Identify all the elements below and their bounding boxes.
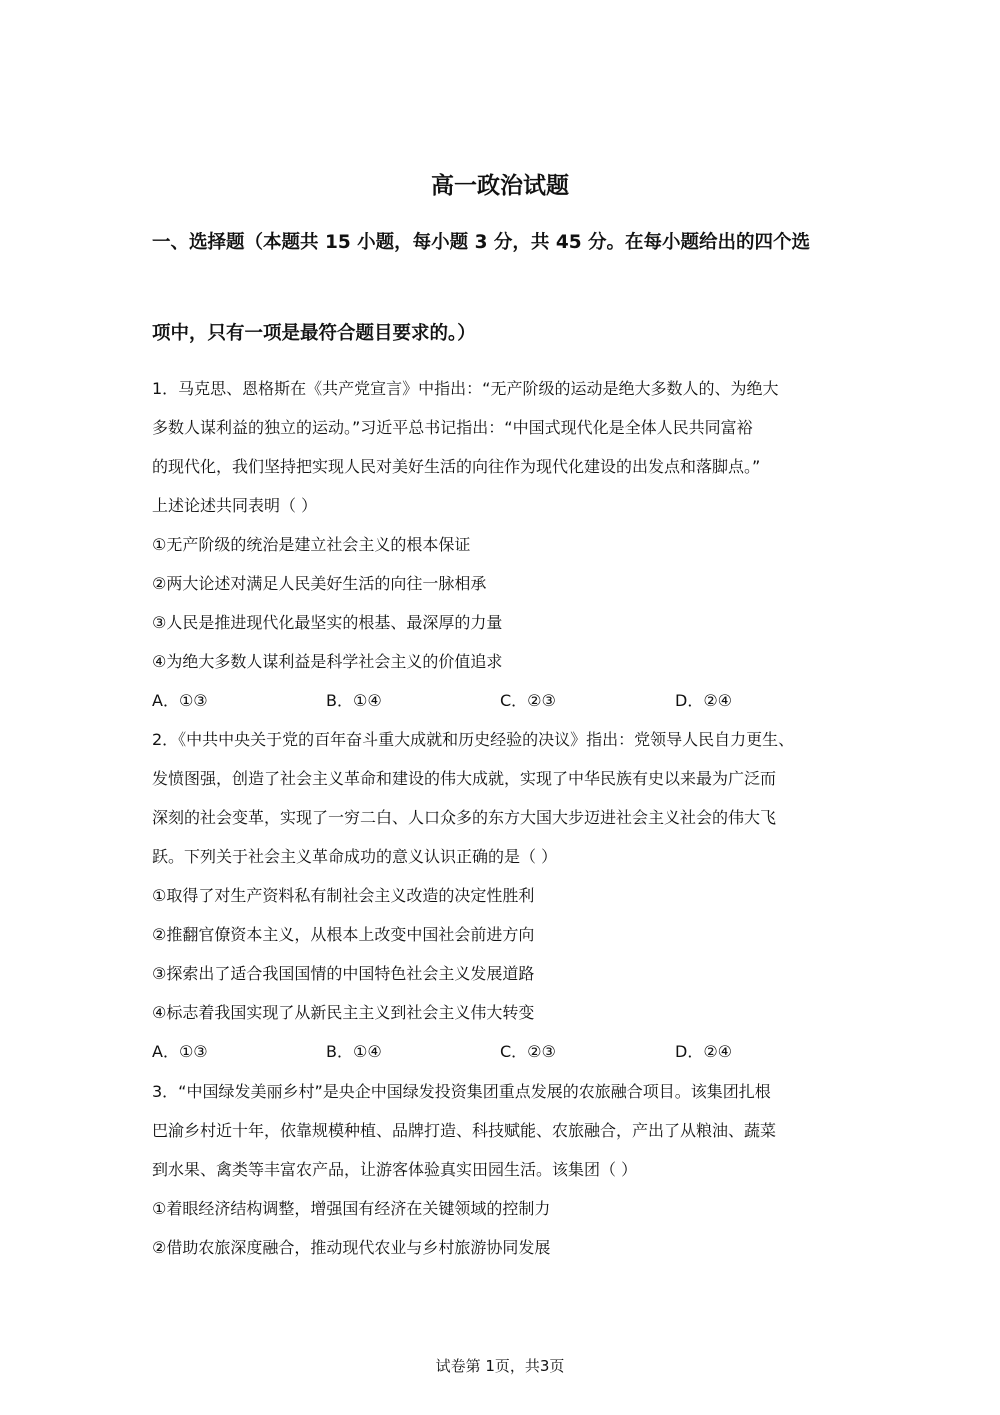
- question-option: ①取得了对生产资料私有制社会主义改造的决定性胜利: [152, 886, 535, 905]
- question-stem-line: 发愤图强，创造了社会主义革命和建设的伟大成就，实现了中华民族有史以来最为广泛而: [152, 769, 777, 788]
- question-stem-line: 2．《中共中央关于党的百年奋斗重大成就和历史经验的决议》指出：党领导人民自力更生、: [152, 730, 795, 749]
- question-stem-line: 巴渝乡村近十年，依靠规模种植、品牌打造、科技赋能、农旅融合，产出了从粮油、蔬菜: [152, 1121, 777, 1140]
- question-stem-line: 上述论述共同表明（ ）: [152, 496, 318, 515]
- answer-choice-d: D．②④: [675, 691, 733, 710]
- answer-choice-c: C．②③: [500, 691, 556, 710]
- question-stem-line: 到水果、禽类等丰富农产品，让游客体验真实田园生活。该集团（ ）: [152, 1160, 638, 1179]
- answer-choice-b: B．①④: [326, 1042, 382, 1061]
- question-option: ①无产阶级的统治是建立社会主义的根本保证: [152, 535, 471, 554]
- answer-choice-a: A．①③: [152, 1042, 208, 1061]
- question-option: ④为绝大多数人谋利益是科学社会主义的价值追求: [152, 652, 503, 671]
- question-stem-line: 跃。下列关于社会主义革命成功的意义认识正确的是（ ）: [152, 847, 558, 866]
- page-footer: 试卷第 1页，共3页: [435, 1357, 565, 1375]
- answer-choice-b: B．①④: [326, 691, 382, 710]
- answer-choice-c: C．②③: [500, 1042, 556, 1061]
- section-heading-line-1: 一、选择题（本题共 15 小题，每小题 3 分，共 45 分。在每小题给出的四个选: [152, 232, 811, 253]
- question-option: ③人民是推进现代化最坚实的根基、最深厚的力量: [152, 613, 503, 632]
- exam-title: 高一政治试题: [431, 173, 569, 199]
- section-heading-line-2: 项中，只有一项是最符合题目要求的。）: [152, 323, 476, 344]
- question-stem-line: 多数人谋利益的独立的运动。”习近平总书记指出：“中国式现代化是全体人民共同富裕: [152, 418, 753, 437]
- question-stem-line: 3．“中国绿发美丽乡村”是央企中国绿发投资集团重点发展的农旅融合项目。该集团扎根: [152, 1082, 771, 1101]
- question-stem-line: 深刻的社会变革，实现了一穷二白、人口众多的东方大国大步迈进社会主义社会的伟大飞: [152, 808, 777, 827]
- question-option: ②借助农旅深度融合，推动现代农业与乡村旅游协同发展: [152, 1238, 551, 1257]
- question-option: ④标志着我国实现了从新民主主义到社会主义伟大转变: [152, 1003, 535, 1022]
- question-stem-line: 的现代化，我们坚持把实现人民对美好生活的向往作为现代化建设的出发点和落脚点。”: [152, 457, 761, 476]
- question-option: ②两大论述对满足人民美好生活的向往一脉相承: [152, 574, 487, 593]
- question-option: ③探索出了适合我国国情的中国特色社会主义发展道路: [152, 964, 535, 983]
- question-option: ①着眼经济结构调整，增强国有经济在关键领域的控制力: [152, 1199, 551, 1218]
- question-stem-line: 1．马克思、恩格斯在《共产党宣言》中指出：“无产阶级的运动是绝大多数人的、为绝大: [152, 379, 779, 398]
- answer-choice-a: A．①③: [152, 691, 208, 710]
- question-option: ②推翻官僚资本主义，从根本上改变中国社会前进方向: [152, 925, 535, 944]
- answer-choice-d: D．②④: [675, 1042, 733, 1061]
